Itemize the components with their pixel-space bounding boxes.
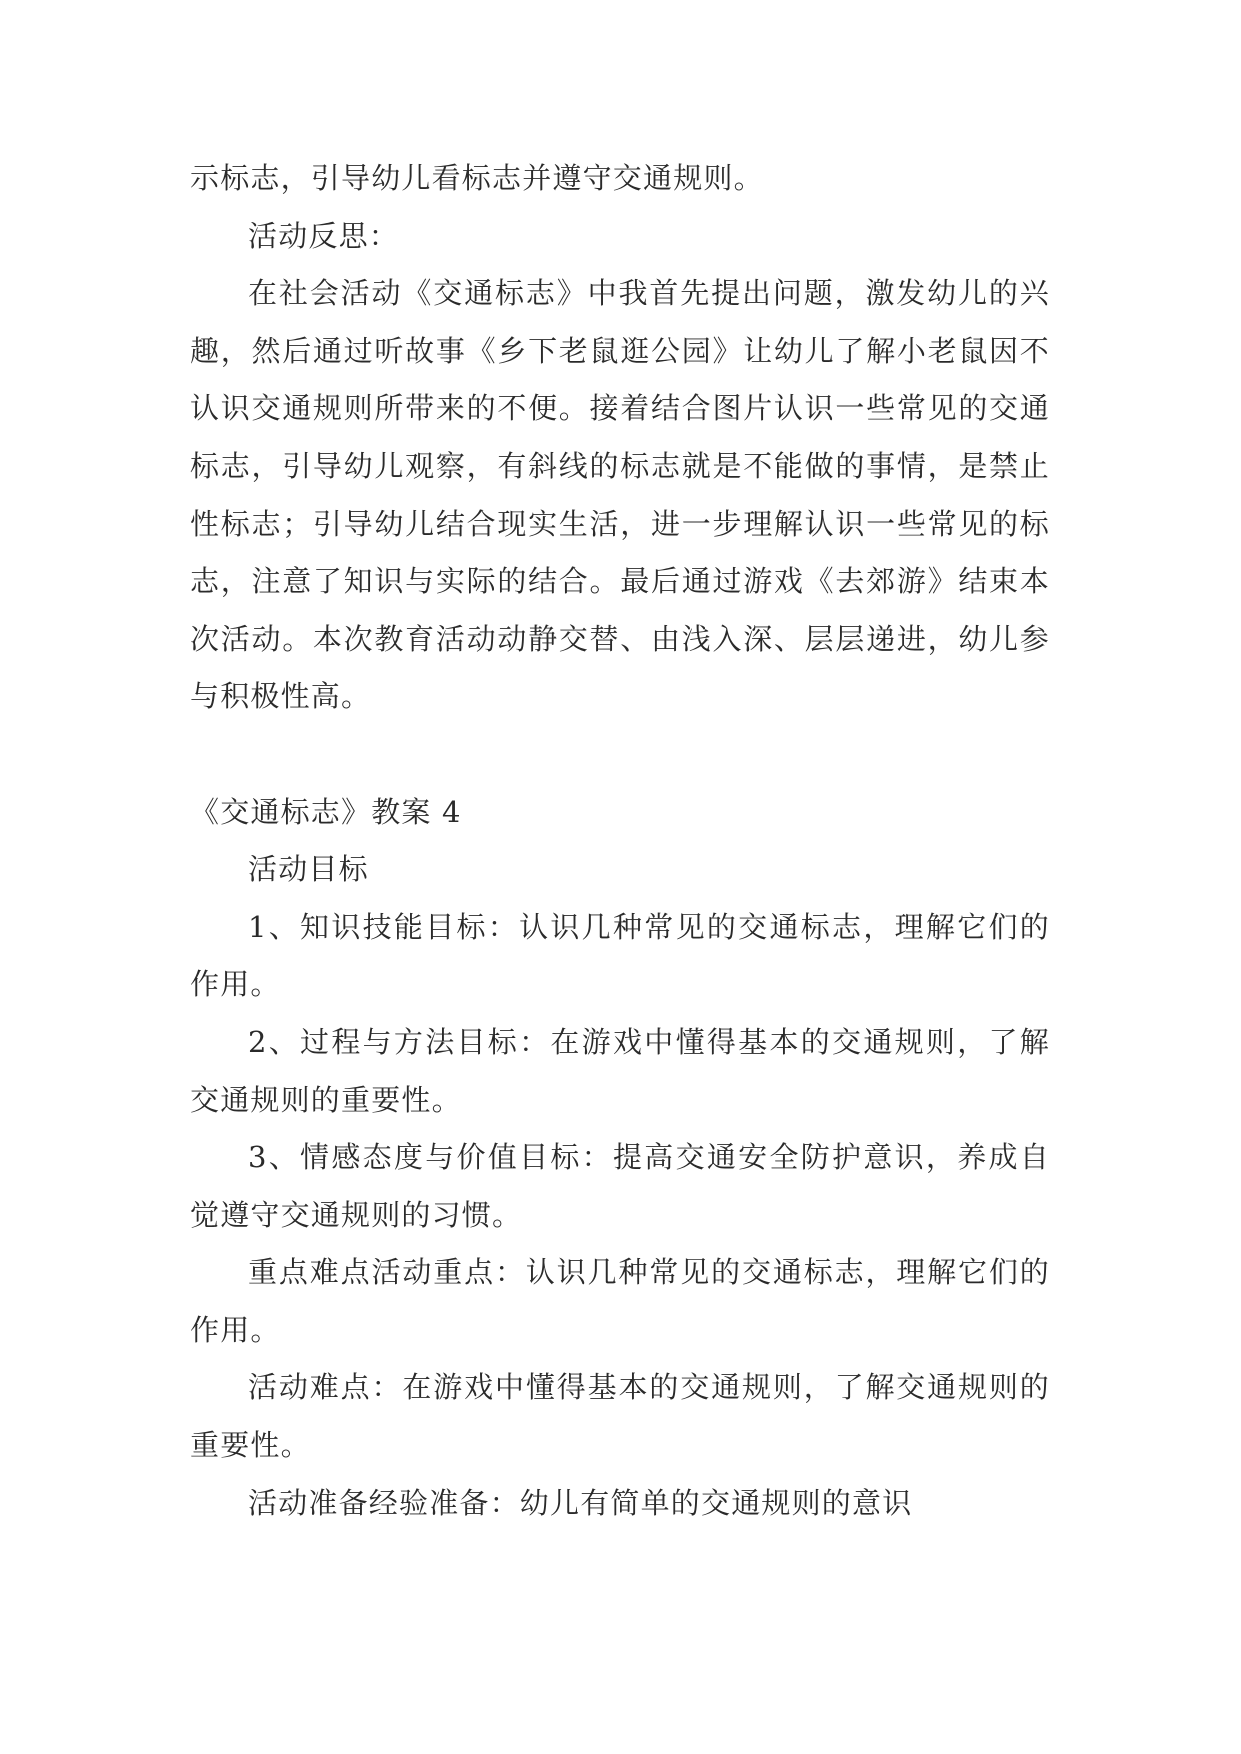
paragraph-continuation: 示标志，引导幼儿看标志并遵守交通规则。 (190, 161, 764, 195)
document-body (190, 150, 1050, 1532)
paragraph-key-points: 重点难点活动重点：认识几种常见的交通标志，理解它们的作用。 (190, 1255, 1050, 1347)
paragraph-goals-heading: 活动目标 (248, 852, 369, 887)
paragraph-goal-1: 1、知识技能目标：认识几种常见的交通标志，理解它们的作用。 (190, 909, 1050, 1002)
section-title: 《交通标志》教案 4 (190, 794, 462, 829)
paragraph-reflection-heading: 活动反思： (248, 218, 400, 253)
paragraph-preparation: 活动准备经验准备：幼儿有简单的交通规则的意识 (248, 1485, 913, 1520)
paragraph-goal-2: 2、过程与方法目标：在游戏中懂得基本的交通规则，了解交通规则的重要性。 (190, 1024, 1050, 1117)
paragraph-goal-3: 3、情感态度与价值目标：提高交通安全防护意识，养成自觉遵守交通规则的习惯。 (190, 1140, 1050, 1232)
paragraph-difficulty: 活动难点：在游戏中懂得基本的交通规则，了解交通规则的重要性。 (190, 1370, 1050, 1463)
paragraph-reflection-body: 在社会活动《交通标志》中我首先提出问题，激发幼儿的兴趣，然后通过听故事《乡下老鼠逛公园》让幼儿了解小老鼠因不认识交通规则所带来的不便。接着结合图片认识一些常见的交通标志，引导幼儿观察，有斜线的标志就是不能做的事情，是禁止性标志；引导幼儿结合现实生活，进一步理解认识一些常见的标志，注意了知识与实际的结合。最后通过游戏《去郊游》结束本次活动。本次教育活动动静交替、由浅入深、层层递进，幼儿参与积极性高。 (190, 276, 1050, 714)
